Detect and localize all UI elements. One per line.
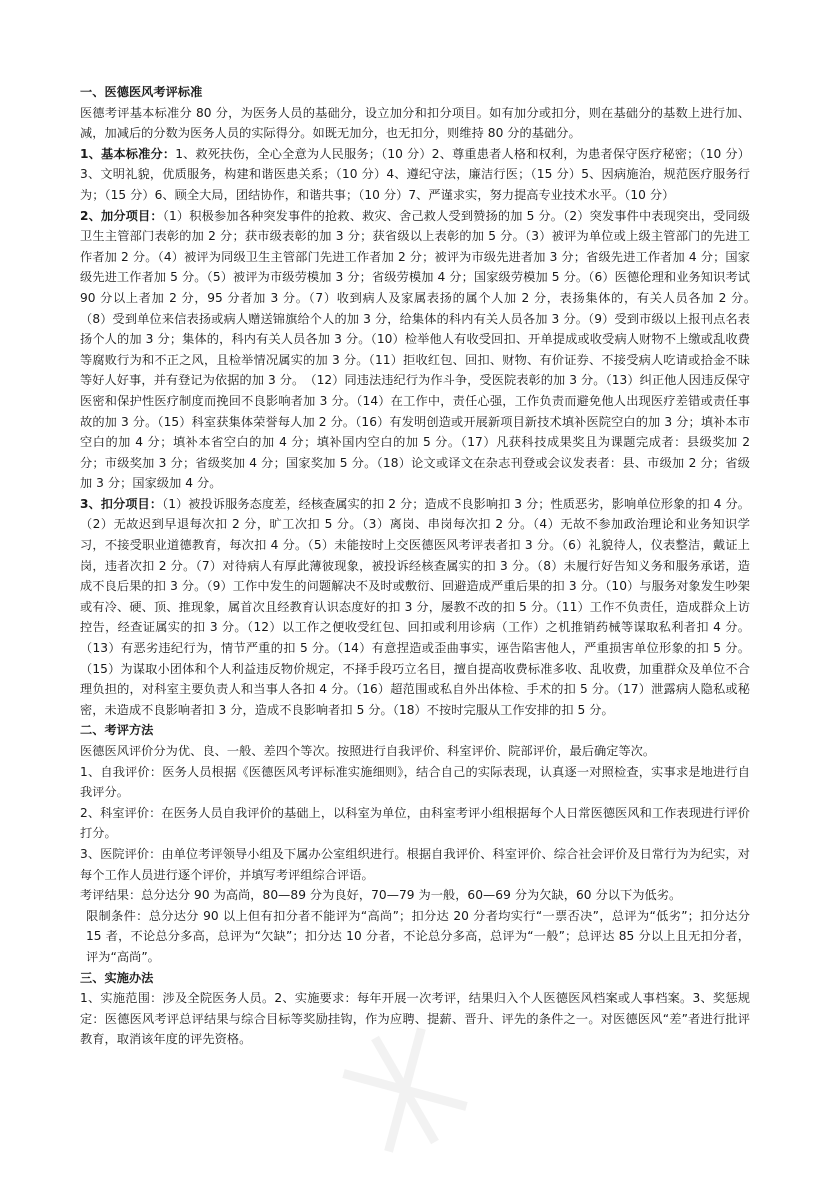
basic-standard-text: 1、救死扶伤，全心全意为人民服务；（10 分）2、尊重患者人格和权利，为患者保守医疗秘密；（10 分）3、文明礼貌，优质服务，构建和谐医患关系；（10 分）4、遵纪守法，廉洁行医；（15 分）5、因病施治，规范医疗服务行为；（15 分）6、顾全大局，团结协作，和谐共事；（10 分）7、严谨求实，努力提高专业技术水平。（10 分）: [80, 146, 750, 202]
section-1-intro: 医德考评基本标准分 80 分，为医务人员的基础分，设立加分和扣分项目。如有加分或扣分，则在基础分的基数上进行加、减，加减后的分数为医务人员的实际得分。如既无加分，也无扣分，则维持 80 分的基础分。: [80, 105, 750, 141]
document-body: [80, 82, 775, 1050]
minus-items-label: 3、扣分项目：: [80, 496, 163, 511]
plus-items-paragraph: [80, 206, 775, 494]
basic-standard-paragraph: [80, 144, 750, 206]
minus-items-text: （1）被投诉服务态度差，经核查属实的扣 2 分；造成不良影响扣 3 分；性质恶劣，影响单位形象的扣 4 分。（2）无故迟到早退每次扣 2 分，旷工次扣 5 分。（3）离岗、串岗每次扣 2 分。（4）无故不参加政治理论和业务知识学习，不接受职业道德教育，每次扣 4 分。（5）未能按时上交医德医风考评表者扣 3 分。（6）礼貌待人，仪表整洁，戴证上岗，违者次扣 2 分。（7）对待病人有厚此薄彼现象，被投诉经核查属实的扣 3 分。（8）未履行好告知义务和服务承诺，造成不良后果的扣 3 分。（9）工作中发生的问题解决不及时或敷衍、回避造成严重后果的扣 3 分。（10）与服务对象发生吵架或有冷、硬、顶、推现象，属首次且经教育认识态度好的扣 3 分，屡教不改的扣 5 分。（11）工作不负责任，造成群众上访控告，经查证属实的扣 3 分。（12）以工作之便收受红包、回扣或利用诊病（工作）之机推销药械等谋取私利者扣 4 分。（13）有恶劣违纪行为，情节严重的扣 5 分。（14）有意捏造或歪曲事实，诬告陷害他人，严重损害单位形象的扣 5 分。（15）为谋取小团体和个人利益违反物价规定，不择手段巧立名目，擅自提高收费标准多收、乱收费，加重群众及单位不合理负担的，对科室主要负责人和当事人各扣 4 分。（16）超范围或私自外出体检、手术的扣 5 分。（17）泄露病人隐私或秘密，未造成不良影响者扣 3 分，造成不良影响者扣 5 分。（18）不按时完服从工作安排的扣 5 分。: [80, 496, 750, 717]
self-evaluation: 1、自我评价：医务人员根据《医德医风考评标准实施细则》，结合自己的实际表现，认真逐一对照检查，实事求是地进行自我评分。: [80, 764, 750, 800]
minus-items-paragraph: [80, 494, 750, 721]
limit-conditions: 限制条件：总分达分 90 以上但有扣分者不能评为“高尚”；扣分达 20 分者均实行“一票否决”，总评为“低劣”；扣分达分 15 者，不论总分多高，总评为“欠缺”；扣分达 10 分者，不论总分多高，总评为“一般”；总评达 85 分以上且无扣分者，评为“高尚”。: [86, 908, 750, 964]
evaluation-result: 考评结果：总分达分 90 为高尚，80—89 分为良好，70—79 为一般，60—69 分为欠缺，60 分以下为低劣。: [80, 888, 682, 903]
plus-items-text: （1）积极参加各种突发事件的抢救、救灾、舍己救人受到赞扬的加 5 分。（2）突发事件中表现突出，受同级卫生主管部门表彰的加 2 分；获市级表彰的加 3 分；获省级以上表彰的加 5 分。（3）被评为单位或上级主管部门的先进工作者加 2 分。（4）被评为同级卫生主管部门先进工作者加 2 分；被评为市级先进者加 3 分；省级先进工作者加 4 分；国家级先进工作者加 5 分。（5）被评为市级劳模加 3 分；省级劳模加 4 分；国家级劳模加 5 分。（6）医德伦理和业务知识考试 90 分以上者加 2 分，95 分者加 3 分。（7）收到病人及家属表扬的属个人加 2 分，表扬集体的，有关人员各加 2 分。 （8）受到单位来信表扬或病人赠送锦旗给个人的加 3 分，给集体的科内有关人员各加 3 分。（9）受到市级以上报刊点名表扬个人的加 3 分；集体的，科内有关人员各加 3 分。（10）检举他人有收受回扣、开单提成或收受病人财物不上缴或乱收费等腐败行为和不正之风，且检举情况属实的加 3 分。（11）拒收红包、回扣、财物、有价证券、不接受病人吃请或拾金不昧等好人好事，并有登记为依据的加 3 分。 （12）同违法违纪行为作斗争，受医院表彰的加 3 分。（13）纠正他人因违反保守医密和保护性医疗制度而挽回不良影响者加 3 分。（14）在工作中，责任心强，工作负责而避免他人出现医疗差错或责任事故的加 3 分。（15）科室获集体荣誉每人加 2 分。（16）有发明创造或开展新项目新技术填补医院空白的加 3 分；填补本市空白的加 4 分；填补本省空白的加 4 分；填补国内空白的加 5 分。（17）凡获科技成果奖且为课题完成者：县级奖加 2 分；市级奖加 3 分；省级奖加 4 分；国家奖加 5 分。（18）论文或译文在杂志刊登或会议发表者：县、市级加 2 分；省级加 3 分；国家级加 4 分。: [80, 208, 775, 491]
section-2-title: 二、考评方法: [80, 723, 154, 738]
section-2-intro: 医德医风评价分为优、良、一般、差四个等次。按照进行自我评价、科室评价、院部评价，最后确定等次。: [80, 744, 656, 758]
plus-items-label: 2、加分项目：: [80, 208, 163, 223]
hospital-evaluation: 3、医院评价：由单位考评领导小组及下属办公室组织进行。根据自我评价、科室评价、综合社会评价及日常行为为纪实，对每个工作人员进行逐个评价，并填写考评组综合评语。: [80, 846, 750, 882]
implementation-text: 1、实施范围：涉及全院医务人员。2、实施要求：每年开展一次考评，结果归入个人医德医风档案或人事档案。3、奖惩规定：医德医风考评总评结果与综合目标等奖励挂钩，作为应聘、提薪、晋升、评先的条件之一。对医德医风“差”者进行批评教育，取消该年度的评先资格。: [80, 991, 750, 1047]
department-evaluation: 2、科室评价：在医务人员自我评价的基础上，以科室为单位，由科室考评小组根据每个人日常医德医风和工作表现进行评价打分。: [80, 805, 750, 841]
basic-standard-label: 1、基本标准分：: [80, 146, 176, 161]
section-1-title: 一、医德医风考评标准: [80, 85, 203, 99]
section-3-title: 三、实施办法: [80, 970, 154, 985]
